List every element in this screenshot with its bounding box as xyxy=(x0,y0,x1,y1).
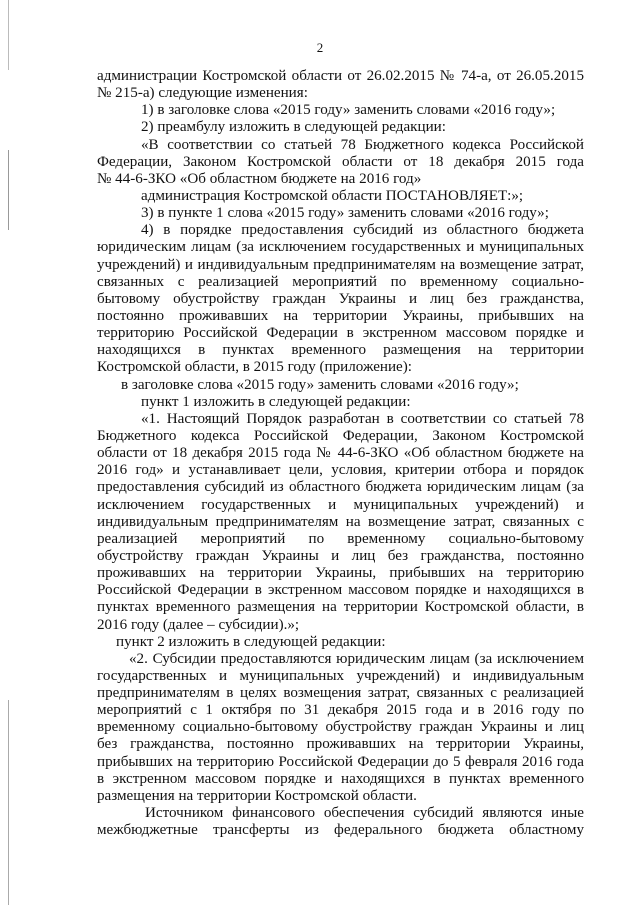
text-line: Источником финансового обеспечения субсидий являются иные xyxy=(145,805,584,822)
text-line: межбюджетные трансферты из федерального бюджета областному xyxy=(97,822,584,839)
text-line: пунктах временного размещения на территории Костромской области, в xyxy=(97,599,584,616)
text-line: размещения на территории Костромской области. xyxy=(97,787,417,804)
text-line: «1. Настоящий Порядок разработан в соответствии со статьей 78 xyxy=(141,410,584,427)
text-line: мероприятий с 1 октября по 31 декабря 2015 года и в 2016 году по xyxy=(97,702,584,719)
text-line: в экстренном массовом порядке и находящихся в пунктах временного xyxy=(97,770,584,787)
text-line: администрация Костромской области ПОСТАНОВЛЯЕТ:»; xyxy=(141,187,524,204)
text-line: учреждений) и индивидуальным предпринимателям на возмещение затрат, xyxy=(97,256,584,273)
text-line: 2016 год» и устанавливает цели, условия, критерии отбора и порядок xyxy=(97,462,584,479)
text-line: «2. Субсидии предоставляются юридическим лицам (за исключением xyxy=(129,650,584,667)
text-line: области от 18 декабря 2015 года № 44-6-ЗКО «Об областном бюджете на xyxy=(97,445,584,462)
text-line: проживавших на территории Украины, прибывших на территорию xyxy=(97,565,584,582)
text-line: временному социально-бытовому обустройству граждан Украины и лиц xyxy=(97,719,584,736)
text-line: 1) в заголовке слова «2015 году» заменить словами «2016 году»; xyxy=(141,102,556,119)
text-line: предпринимателям в целях возмещения затрат, связанных с реализацией xyxy=(97,685,584,702)
text-line: Российской Федерации в экстренном массовом порядке и находящихся в xyxy=(97,582,584,599)
page-number: 2 xyxy=(316,40,324,55)
text-line: территорию Российской Федерации в экстренном массовом порядке и xyxy=(97,325,584,342)
text-line: находящихся в пунктах временного размещения на территории xyxy=(97,342,584,359)
text-line: прибывших на территорию Российской Федерации до 5 февраля 2016 года xyxy=(97,753,584,770)
text-line: 3) в пункте 1 слова «2015 году» заменить словами «2016 году»; xyxy=(141,205,549,222)
text-line: № 44-6-ЗКО «Об областном бюджете на 2016 год» xyxy=(97,170,422,187)
text-line: индивидуальным предпринимателям на возмещение затрат, связанных с xyxy=(97,513,584,530)
text-line: «В соответствии со статьей 78 Бюджетного кодекса Российской xyxy=(141,136,584,153)
text-line: № 215-а) следующие изменения: xyxy=(97,85,308,102)
text-line: бытовому обустройству граждан Украины и лиц без гражданства, xyxy=(97,290,584,307)
text-line: обустройству граждан Украины и лиц без гражданства, постоянно xyxy=(97,547,584,564)
text-line: постоянно проживавших на территории Украины, прибывших на xyxy=(97,307,584,324)
document-body xyxy=(97,68,584,839)
text-line: Костромской области, в 2015 году (приложение): xyxy=(97,359,412,376)
text-line: 2) преамбулу изложить в следующей редакции: xyxy=(141,119,446,136)
text-line: государственных и муниципальных учреждений) и индивидуальным xyxy=(97,667,584,684)
text-line: предоставления субсидий из областного бюджета юридическим лицам (за xyxy=(97,479,584,496)
text-line: Федерации, Законом Костромской области от 18 декабря 2015 года xyxy=(97,153,584,170)
text-line: юридическим лицам (за исключением государственных и муниципальных xyxy=(97,239,584,256)
text-line: пункт 1 изложить в следующей редакции: xyxy=(141,393,411,410)
text-line: администрации Костромской области от 26.02.2015 № 74-а, от 26.05.2015 xyxy=(97,68,584,84)
text-line: 2016 году (далее – субсидии).»; xyxy=(97,616,300,633)
text-line: связанных с реализацией мероприятий по временному социально- xyxy=(97,273,584,290)
text-line: Бюджетного кодекса Российской Федерации, Законом Костромской xyxy=(97,427,584,444)
text-line: реализацией мероприятий по временному социально-бытовому xyxy=(97,530,584,547)
scan-edge-line xyxy=(8,0,9,905)
text-line: пункт 2 изложить в следующей редакции: xyxy=(116,633,386,650)
text-line: исключением государственных и муниципальных учреждений) и xyxy=(97,496,584,513)
text-line: 4) в порядке предоставления субсидий из областного бюджета xyxy=(141,222,584,239)
text-line: в заголовке слова «2015 году» заменить словами «2016 году»; xyxy=(121,376,519,393)
text-line: без гражданства, постоянно проживавших на территории Украины, xyxy=(97,736,584,753)
